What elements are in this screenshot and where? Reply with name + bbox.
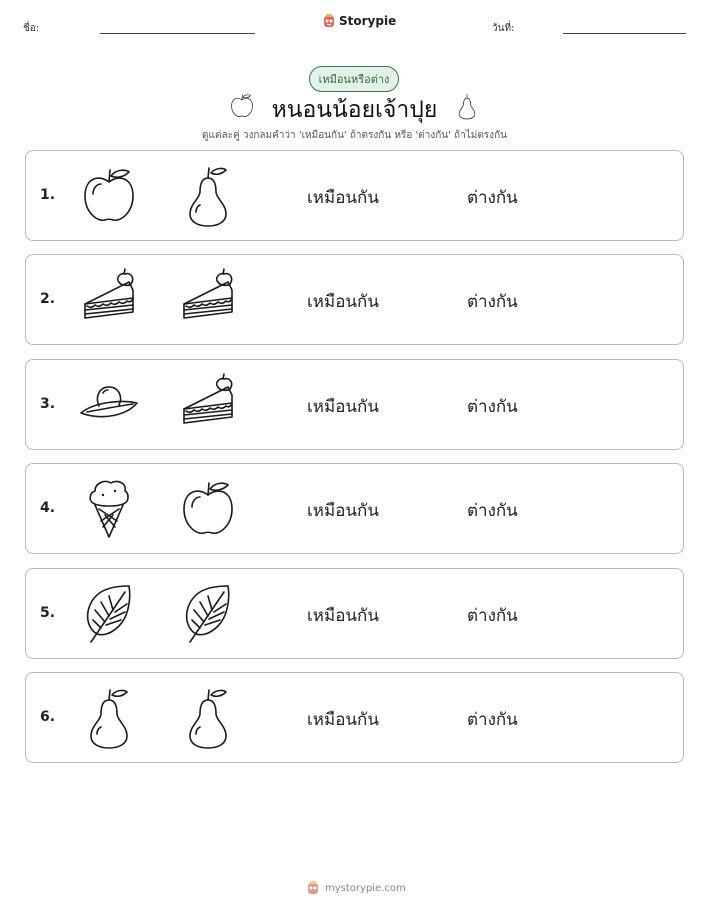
pear-icon (79, 686, 139, 750)
different-option[interactable]: ต่างกัน (467, 501, 518, 522)
instructions: ดูแต่ละคู่ วงกลมคำว่า 'เหมือนกัน' ถ้าตรงกัน หรือ 'ต่างกัน' ถ้าไม่ตรงกัน (202, 130, 507, 141)
different-option[interactable]: ต่างกัน (467, 292, 518, 313)
same-option[interactable]: เหมือนกัน (307, 188, 379, 208)
exercise-row (25, 568, 684, 659)
pear-icon (178, 686, 238, 750)
row-number: 4. (40, 500, 56, 517)
exercise-row (25, 672, 684, 763)
exercise-row (25, 150, 684, 241)
name-field-line[interactable] (100, 33, 255, 34)
worksheet-tag: เหมือนหรือต่าง (309, 66, 399, 92)
row-number: 2. (40, 291, 56, 308)
storypie-logo-icon (306, 880, 320, 896)
date-field-line[interactable] (563, 33, 686, 34)
same-option[interactable]: เหมือนกัน (307, 605, 379, 626)
row-number: 5. (40, 604, 56, 621)
same-option[interactable]: เหมือนกัน (307, 292, 379, 313)
date-label: วันที่: (492, 23, 515, 34)
same-option[interactable]: เหมือนกัน (307, 710, 379, 730)
ice-cream-icon (79, 477, 139, 541)
pear-icon (454, 91, 480, 121)
worksheet-title: หนอนน้อยเจ้าปุย (271, 97, 438, 123)
footer (306, 880, 406, 896)
exercise-row (25, 463, 684, 554)
leaf-icon (79, 582, 139, 646)
row-number: 6. (40, 709, 56, 725)
apple-icon (229, 91, 255, 121)
row-number: 3. (40, 395, 56, 412)
leaf-icon (178, 582, 238, 646)
exercise-row (25, 359, 684, 450)
same-option[interactable]: เหมือนกัน (307, 501, 379, 522)
same-option[interactable]: เหมือนกัน (307, 396, 379, 417)
storypie-brand (322, 13, 396, 29)
apple-icon (79, 164, 139, 228)
cake-icon (178, 373, 238, 437)
pear-icon (178, 164, 238, 228)
row-number: 1. (40, 187, 56, 203)
different-option[interactable]: ต่างกัน (467, 396, 518, 417)
different-option[interactable]: ต่างกัน (467, 710, 518, 730)
name-label: ชื่อ: (23, 23, 40, 34)
brand-name: Storypie (339, 14, 397, 28)
storypie-logo-icon (322, 13, 336, 29)
egg-icon (79, 373, 139, 437)
apple-icon (178, 477, 238, 541)
cake-icon (79, 268, 139, 332)
cake-icon (178, 268, 238, 332)
exercise-row (25, 254, 684, 345)
different-option[interactable]: ต่างกัน (467, 605, 518, 626)
different-option[interactable]: ต่างกัน (467, 188, 518, 208)
footer-site[interactable]: mystorypie.com (325, 882, 406, 894)
